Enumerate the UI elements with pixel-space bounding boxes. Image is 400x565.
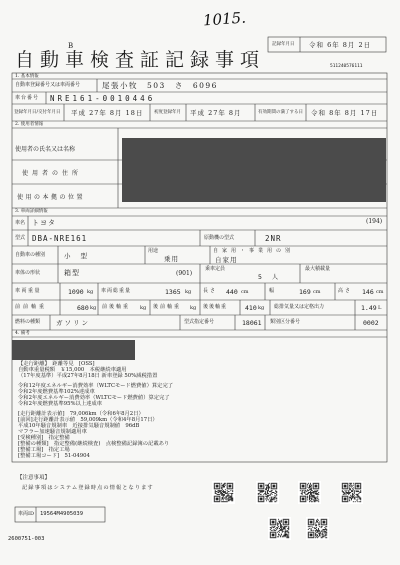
record-date-label: 記録年月日 [272, 41, 295, 47]
qr-code [268, 517, 291, 540]
form-mark: B [68, 42, 74, 50]
kind-value: 小型 [64, 252, 97, 260]
remarks-line: 令和2年度エネルギー消費効率（WLTCモード燃費値）算定完了 [18, 395, 170, 401]
rear-front-axle-label: 後前軸重 [153, 304, 182, 310]
vehicle-id-value: 19564M4905039 [40, 510, 84, 517]
weight-label: 車両重量 [15, 288, 42, 294]
capacity-unit: 人 [272, 273, 279, 281]
maker-code: (194) [366, 218, 383, 225]
notice-heading: 【注意事項】 [17, 475, 51, 481]
model-label: 型式 [15, 234, 26, 241]
section-vehicle-heading: 3. 車両詳細情報 [15, 209, 48, 214]
kind-label: 自動車の種別 [15, 251, 46, 258]
displacement-value: 1.49 [361, 303, 377, 312]
redacted-user-info [122, 138, 386, 202]
fuel-label: 燃料の種類 [15, 319, 41, 325]
front-rear-axle-label: 前後軸重 [102, 304, 131, 310]
front-rear-axle-unit: kg [140, 305, 147, 311]
record-date-value: 令和 6年 8月 2日 [309, 40, 372, 49]
document-number: 511240576111 [330, 64, 363, 69]
remarks-line: [整備の種類] 指定整備(継続検査) 点検整備記録簿の記載あり [18, 441, 170, 447]
qr-code [306, 517, 329, 540]
chassis-value: NRE161-0010446 [50, 93, 156, 103]
remarks-line: [走行距離計表示値] 79,006km（令和6年8月2日） [18, 411, 144, 417]
remarks-line: [前回]走行距離計表示値 59,009km（令和4年8月17日） [18, 417, 158, 423]
notice-text: 記録事項はシステム登録時点の情報となります [22, 485, 154, 491]
page-title: 自動車検査証記録事項 [15, 49, 266, 71]
height-value: 146 [362, 287, 374, 296]
handwritten-note: 1015. [202, 8, 247, 30]
body-label: 車体の形状 [15, 270, 41, 276]
max-load-label: 最大積載量 [305, 266, 331, 272]
weight-unit: kg [87, 289, 94, 295]
category-value: 0002 [363, 318, 379, 327]
use-value: 乗用 [164, 255, 179, 263]
remarks-line: [整備工場コード] 51-04904 [18, 453, 90, 459]
type-designation-value: 18061 [242, 318, 262, 327]
front-front-axle-label: 前前軸重 [15, 304, 48, 310]
body-code: (901) [176, 270, 193, 277]
remarks-line: マフラー加速騒音規制適用車 [18, 429, 87, 435]
remarks-line: 自動車重量税額 ￥15,000 本税継続車適用 [18, 367, 127, 373]
redacted-remarks [12, 340, 135, 360]
expiry-label: 有効期間の満了する日 [258, 109, 303, 115]
gross-weight-value: 1365 [165, 287, 181, 296]
section-user-heading: 2. 使用者情報 [15, 121, 44, 127]
first-reg-value: 平成 27年 8月 [190, 108, 242, 117]
capacity-label: 乗車定員 [205, 266, 226, 272]
remarks-line: 令和12年度エネルギー消費効率（WLTCモード燃費値）算定完了 [18, 383, 174, 389]
engine-value: 2NR [265, 233, 282, 243]
remarks-line: 平成10年騒音規制車 近接排気騒音規制値 96dB [18, 423, 140, 429]
fuel-value: ガソリン [56, 318, 90, 327]
reg-number-label: 自動車登録番号又は車両番号 [15, 82, 81, 88]
qr-code [256, 481, 279, 504]
rear-front-axle-unit: kg [190, 305, 197, 311]
width-label: 幅 [269, 288, 275, 294]
user-base-label: 使用の本拠の位置 [17, 194, 86, 201]
chassis-label: 車台番号 [15, 94, 40, 101]
remarks-line: 令和2年度燃費基準102%達成車 [18, 389, 95, 395]
front-front-axle-unit: kg [90, 305, 97, 311]
maker-value: トヨタ [32, 218, 56, 227]
front-front-axle-value: 680 [77, 303, 89, 312]
use-label: 用途 [148, 248, 159, 254]
remarks-line: [整備工場] 指定工場 [18, 447, 70, 453]
length-value: 440 [226, 287, 238, 296]
capacity-value: 5 [258, 273, 262, 281]
qr-code [212, 481, 235, 504]
section-remarks-heading: 4. 備考 [15, 330, 30, 336]
width-unit: cm [313, 289, 321, 295]
qr-code [298, 481, 321, 504]
height-unit: cm [376, 289, 384, 295]
section-basic-heading: 1. 基本情報 [15, 73, 39, 79]
rear-rear-axle-unit: kg [258, 305, 265, 311]
private-value: 自家用 [215, 255, 238, 264]
gross-weight-label: 車両総重量 [101, 288, 132, 294]
weight-value: 1090 [68, 287, 84, 296]
gross-weight-unit: kg [185, 289, 192, 295]
reg-number-value: 尾張小牧 503 さ 6096 [102, 80, 218, 90]
user-address-label: 使用者の住所 [22, 170, 83, 177]
qr-code [340, 481, 363, 504]
remarks-line: [受検種別] 指定整備 [18, 435, 70, 441]
private-label: 自家用・事業用の別 [213, 248, 295, 254]
rear-rear-axle-value: 410 [245, 303, 257, 312]
first-reg-label: 初度登録年月 [154, 109, 181, 115]
category-label: 類別区分番号 [270, 319, 301, 325]
expiry-value: 令和 8年 8月 17日 [311, 108, 379, 117]
footer-code: 2600751-003 [8, 536, 45, 542]
displacement-unit: L [378, 305, 382, 311]
reg-date-value: 平成 27年 8月 18日 [71, 108, 144, 117]
remarks-line: 令和2年度燃費基準95%以上達成車 [18, 401, 103, 407]
rear-rear-axle-label: 後後軸重 [203, 304, 228, 310]
type-designation-label: 型式指定番号 [184, 319, 215, 325]
remarks-line: （17年度基準）平成27年8月18日 新車登録 50%減税措置 [18, 373, 158, 379]
vehicle-id-label: 車両ID [18, 511, 34, 517]
width-value: 169 [299, 287, 311, 296]
displacement-label: 総排気量又は定格出力 [274, 304, 325, 310]
remarks-line: 【走行距離】 距離等見 [OSS] [18, 361, 95, 367]
engine-label: 原動機の型式 [204, 234, 235, 241]
maker-label: 車名 [15, 219, 26, 226]
height-label: 高さ [338, 288, 353, 294]
model-value: DBA-NRE161 [32, 233, 88, 243]
body-value: 箱型 [64, 269, 80, 277]
length-label: 長さ [203, 288, 218, 294]
user-name-label: 使用者の氏名又は名称 [15, 146, 76, 153]
reg-date-label: 登録年月日/交付年月日 [14, 109, 61, 115]
length-unit: cm [241, 289, 249, 295]
